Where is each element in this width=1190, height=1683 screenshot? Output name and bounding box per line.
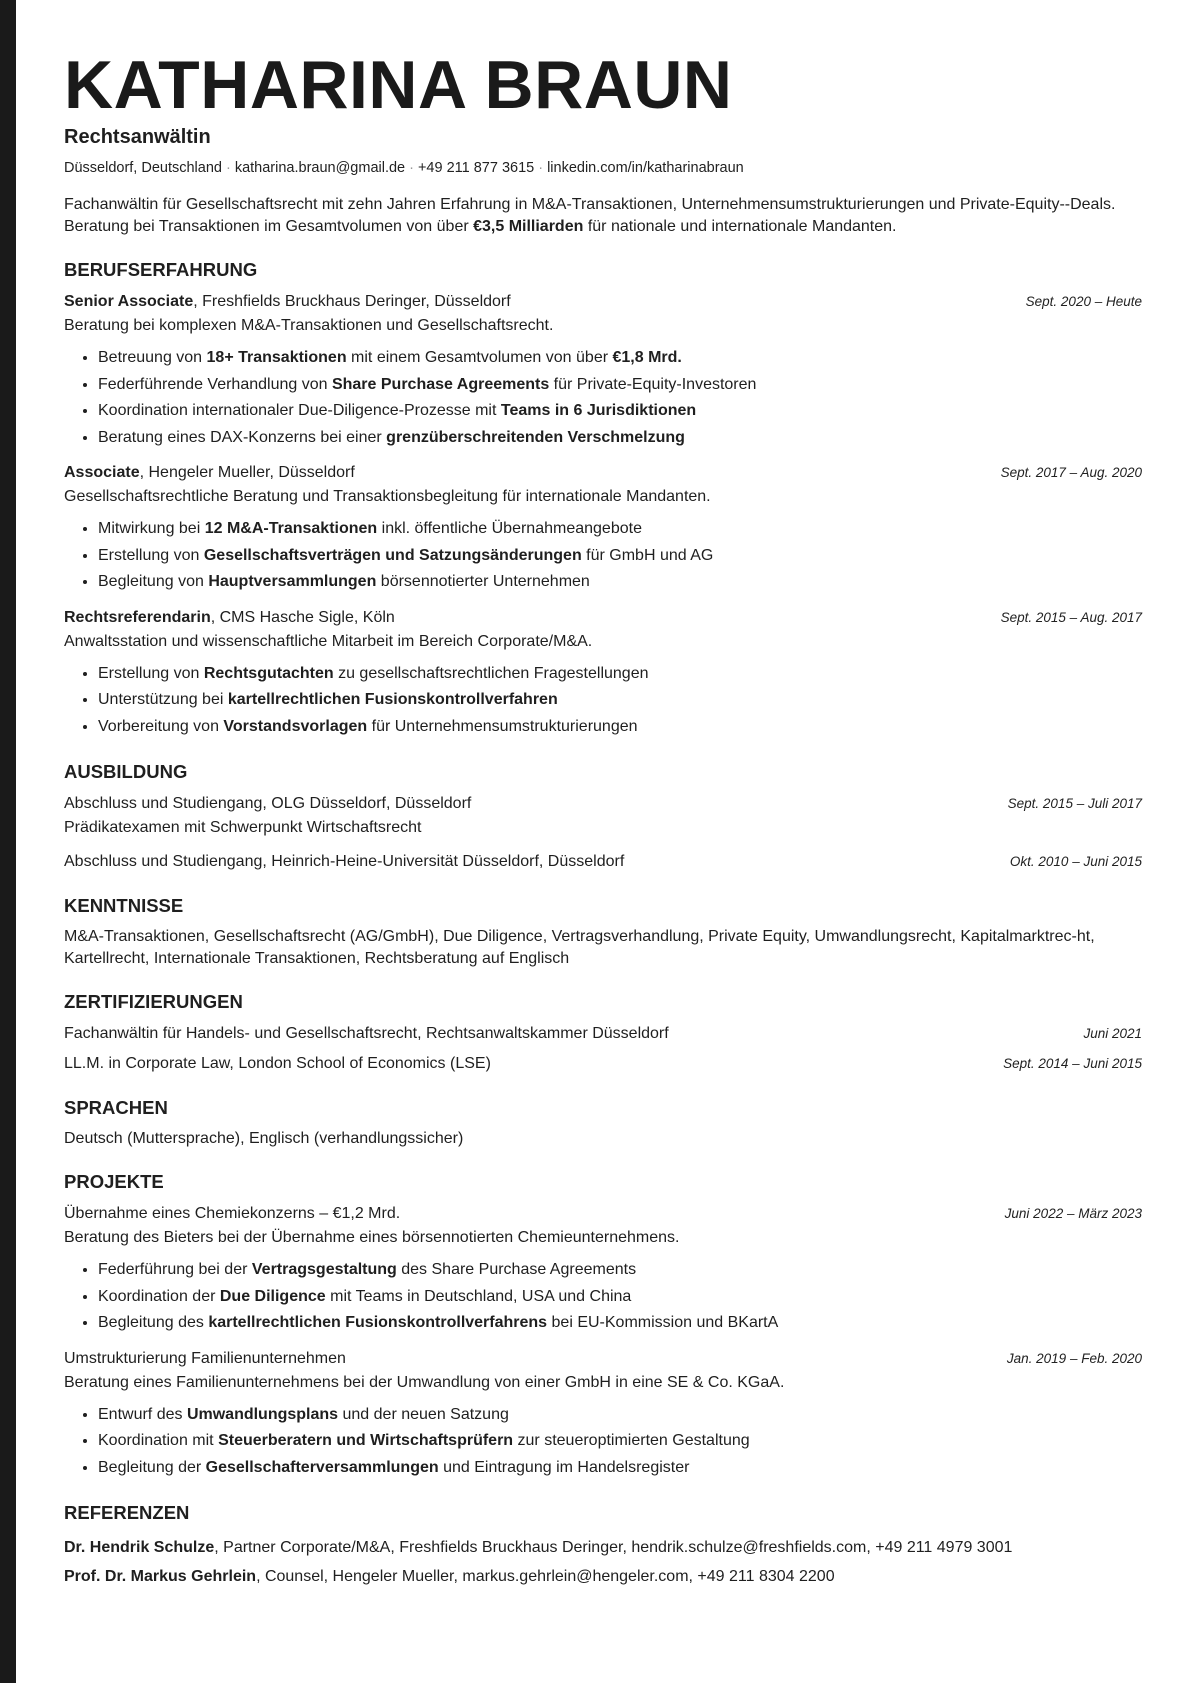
certification-title: Fachanwältin für Handels- und Gesellschaftsrecht, Rechtsanwaltskammer Düsseldorf: [64, 1025, 669, 1042]
contact-separator: ·: [225, 160, 231, 176]
contact-email[interactable]: katharina.braun@gmail.de: [234, 160, 406, 176]
job-bullets: [64, 661, 1142, 741]
certification-date: Sept. 2014 – Juni 2015: [1003, 1056, 1142, 1071]
bullet-item: • Vorbereitung von Vorstandsvorlagen für Unternehmensumstrukturierungen: [98, 714, 1142, 741]
contact-location: Düsseldorf, Deutschland: [64, 160, 222, 176]
section-heading-experience: BERUFSERFAHRUNG: [64, 259, 258, 280]
reference-name: Dr. Hendrik Schulze: [64, 1539, 215, 1556]
bullet-item: • Entwurf des Umwandlungsplans und der neuen Satzung: [98, 1402, 1142, 1429]
section-heading-education: AUSBILDUNG: [64, 761, 188, 782]
reference-details: , Counsel, Hengeler Mueller, markus.gehrlein@hengeler.com, +49 211 8304 2200: [256, 1568, 835, 1585]
project-bullets: [64, 1257, 1142, 1337]
job-bullets: [64, 516, 1142, 596]
section-heading-certifications: ZERTIFIZIERUNGEN: [64, 991, 243, 1012]
bullet-item: • Unterstützung bei kartellrechtlichen Fusionskontrollverfahren: [98, 687, 1142, 714]
entry-header: [64, 850, 1142, 874]
experience-entry: [64, 606, 1142, 741]
entry-header: [64, 1347, 1142, 1371]
experience-entry: [64, 461, 1142, 596]
bullet-item: • Betreuung von 18+ Transaktionen mit einem Gesamtvolumen von über €1,8 Mrd.: [98, 345, 1142, 372]
project-bullets: [64, 1402, 1142, 1482]
job-role: Rechtsreferendarin: [64, 608, 211, 626]
job-date: Sept. 2020 – Heute: [1025, 294, 1142, 309]
education-title: Abschluss und Studiengang, OLG Düsseldorf, Düsseldorf: [64, 795, 472, 812]
candidate-name: KATHARINA BRAUN: [64, 47, 733, 123]
entry-header: [64, 792, 1142, 816]
job-role: Associate: [64, 464, 140, 481]
reference-name: Prof. Dr. Markus Gehrlein: [64, 1568, 257, 1585]
languages-text: Deutsch (Muttersprache), Englisch (verhandlungssicher): [64, 1130, 464, 1147]
project-date: Juni 2022 – März 2023: [1004, 1206, 1142, 1221]
bullet-item: • Erstellung von Rechtsgutachten zu gesellschaftsrechtlichen Fragestellungen: [98, 661, 1142, 688]
reference-details: , Partner Corporate/M&A, Freshfields Bruckhaus Deringer, hendrik.schulze@freshfields.com, +49 211 4979 3001: [214, 1539, 1013, 1556]
project-description: Beratung eines Familienunternehmens bei der Umwandlung von einer GmbH in eine SE & Co. KGaA.: [64, 1373, 785, 1391]
job-role: Senior Associate: [64, 293, 194, 310]
certification-title: LL.M. in Corporate Law, London School of Economics (LSE): [64, 1055, 491, 1072]
contact-separator: ·: [409, 160, 414, 176]
resume-page: [16, 0, 1190, 1683]
project-date: Jan. 2019 – Feb. 2020: [1006, 1350, 1142, 1366]
bullet-item: • Koordination internationaler Due-Diligence-Prozesse mit Teams in 6 Jurisdiktionen: [98, 398, 1142, 425]
project-entry: [64, 1202, 1142, 1337]
section-heading-references: REFERENZEN: [64, 1502, 190, 1523]
certification-date: Juni 2021: [1083, 1026, 1142, 1041]
contact-phone[interactable]: +49 211 877 3615: [417, 160, 535, 176]
entry-header: [64, 290, 1142, 314]
certification-entry: [64, 1052, 1142, 1076]
education-date: Sept. 2015 – Juli 2017: [1007, 796, 1142, 811]
bullet-item: • Mitwirkung bei 12 M&A-Transaktionen inkl. öffentliche Übernahmeangebote: [98, 516, 1142, 543]
summary-text: Fachanwältin für Gesellschaftsrecht mit zehn Jahren Erfahrung in M&A-Transaktionen, Unternehmensumstrukturierungen und Private-Equity--Deals. Beratung bei Transaktionen im Gesamtvolumen von über: [64, 196, 1116, 235]
job-bullets: [64, 345, 1142, 451]
job-description: Beratung bei komplexen M&A-Transaktionen und Gesellschaftsrecht.: [64, 317, 554, 334]
job-date: Sept. 2015 – Aug. 2017: [1000, 609, 1142, 625]
project-title: Übernahme eines Chemiekonzerns – €1,2 Mrd.: [64, 1205, 401, 1222]
section-heading-skills: KENNTNISSE: [64, 895, 184, 916]
project-title: Umstrukturierung Familienunternehmen: [64, 1349, 346, 1367]
experience-entry: [64, 290, 1142, 451]
bullet-item: • Begleitung von Hauptversammlungen börsennotierter Unternehmen: [98, 569, 1142, 596]
bullet-item: • Koordination mit Steuerberatern und Wirtschaftsprüfern zur steueroptimierten Gestaltung: [98, 1428, 1142, 1455]
bullet-item: • Erstellung von Gesellschaftsverträgen und Satzungsänderungen für GmbH und AG: [98, 543, 1142, 570]
bullet-item: • Beratung eines DAX-Konzerns bei einer grenzüberschreitenden Verschmelzung: [98, 425, 1142, 452]
job-date: Sept. 2017 – Aug. 2020: [1000, 465, 1142, 480]
entry-header: [64, 461, 1142, 485]
entry-header: [64, 606, 1142, 630]
contact-linkedin[interactable]: linkedin.com/in/katharinabraun: [547, 160, 744, 176]
bullet-item: • Koordination der Due Diligence mit Teams in Deutschland, USA und China: [98, 1284, 1142, 1311]
candidate-title: Rechtsanwältin: [64, 126, 211, 148]
job-org: , CMS Hasche Sigle, Köln: [210, 608, 395, 626]
bullet-item: • Begleitung der Gesellschafterversammlungen und Eintragung im Handelsregister: [98, 1455, 1142, 1482]
education-date: Okt. 2010 – Juni 2015: [1009, 854, 1142, 869]
reference-entry: [64, 1562, 1142, 1591]
contact-line: [64, 158, 1142, 178]
job-description: Gesellschaftsrechtliche Beratung und Transaktionsbegleitung für internationale Mandanten.: [64, 488, 711, 505]
project-description: Beratung des Bieters bei der Übernahme eines börsennotierten Chemieunternehmens.: [64, 1229, 680, 1246]
bullet-item: • Begleitung des kartellrechtlichen Fusionskontrollverfahrens bei EU-Kommission und BKartA: [98, 1310, 1142, 1337]
job-org: , Hengeler Mueller, Düsseldorf: [139, 464, 355, 481]
resume-content: [64, 48, 1142, 1591]
contact-separator: ·: [538, 160, 544, 176]
bullet-item: • Federführung bei der Vertragsgestaltung des Share Purchase Agreements: [98, 1257, 1142, 1284]
reference-entry: [64, 1533, 1142, 1562]
certification-entry: [64, 1022, 1142, 1046]
project-entry: [64, 1347, 1142, 1482]
skills-text: M&A-Transaktionen, Gesellschaftsrecht (AG/GmbH), Due Diligence, Vertragsverhandlung, Private Equity, Umwandlungsrecht, Kapitalmarktrec-ht, Kartellrecht, Internationale Transaktionen, Rechtsberatung auf Englisch: [64, 928, 1095, 967]
section-heading-languages: SPRACHEN: [64, 1097, 168, 1118]
entry-header: [64, 1202, 1142, 1226]
summary-highlight: €3,5 Milliarden: [473, 218, 584, 235]
education-title: Abschluss und Studiengang, Heinrich-Heine-Universität Düsseldorf, Düsseldorf: [64, 853, 625, 870]
section-heading-projects: PROJEKTE: [64, 1171, 164, 1192]
job-org: , Freshfields Bruckhaus Deringer, Düsseldorf: [193, 293, 511, 310]
education-entry: [64, 850, 1142, 874]
job-description: Anwaltsstation und wissenschaftliche Mitarbeit im Bereich Corporate/M&A.: [64, 632, 593, 650]
education-description: Prädikatexamen mit Schwerpunkt Wirtschaftsrecht: [64, 819, 422, 836]
education-entry: [64, 792, 1142, 840]
bullet-item: • Federführende Verhandlung von Share Purchase Agreements für Private-Equity-Investoren: [98, 372, 1142, 399]
summary-text-end: für nationale und internationale Mandanten.: [583, 218, 897, 235]
summary: [64, 194, 1142, 238]
